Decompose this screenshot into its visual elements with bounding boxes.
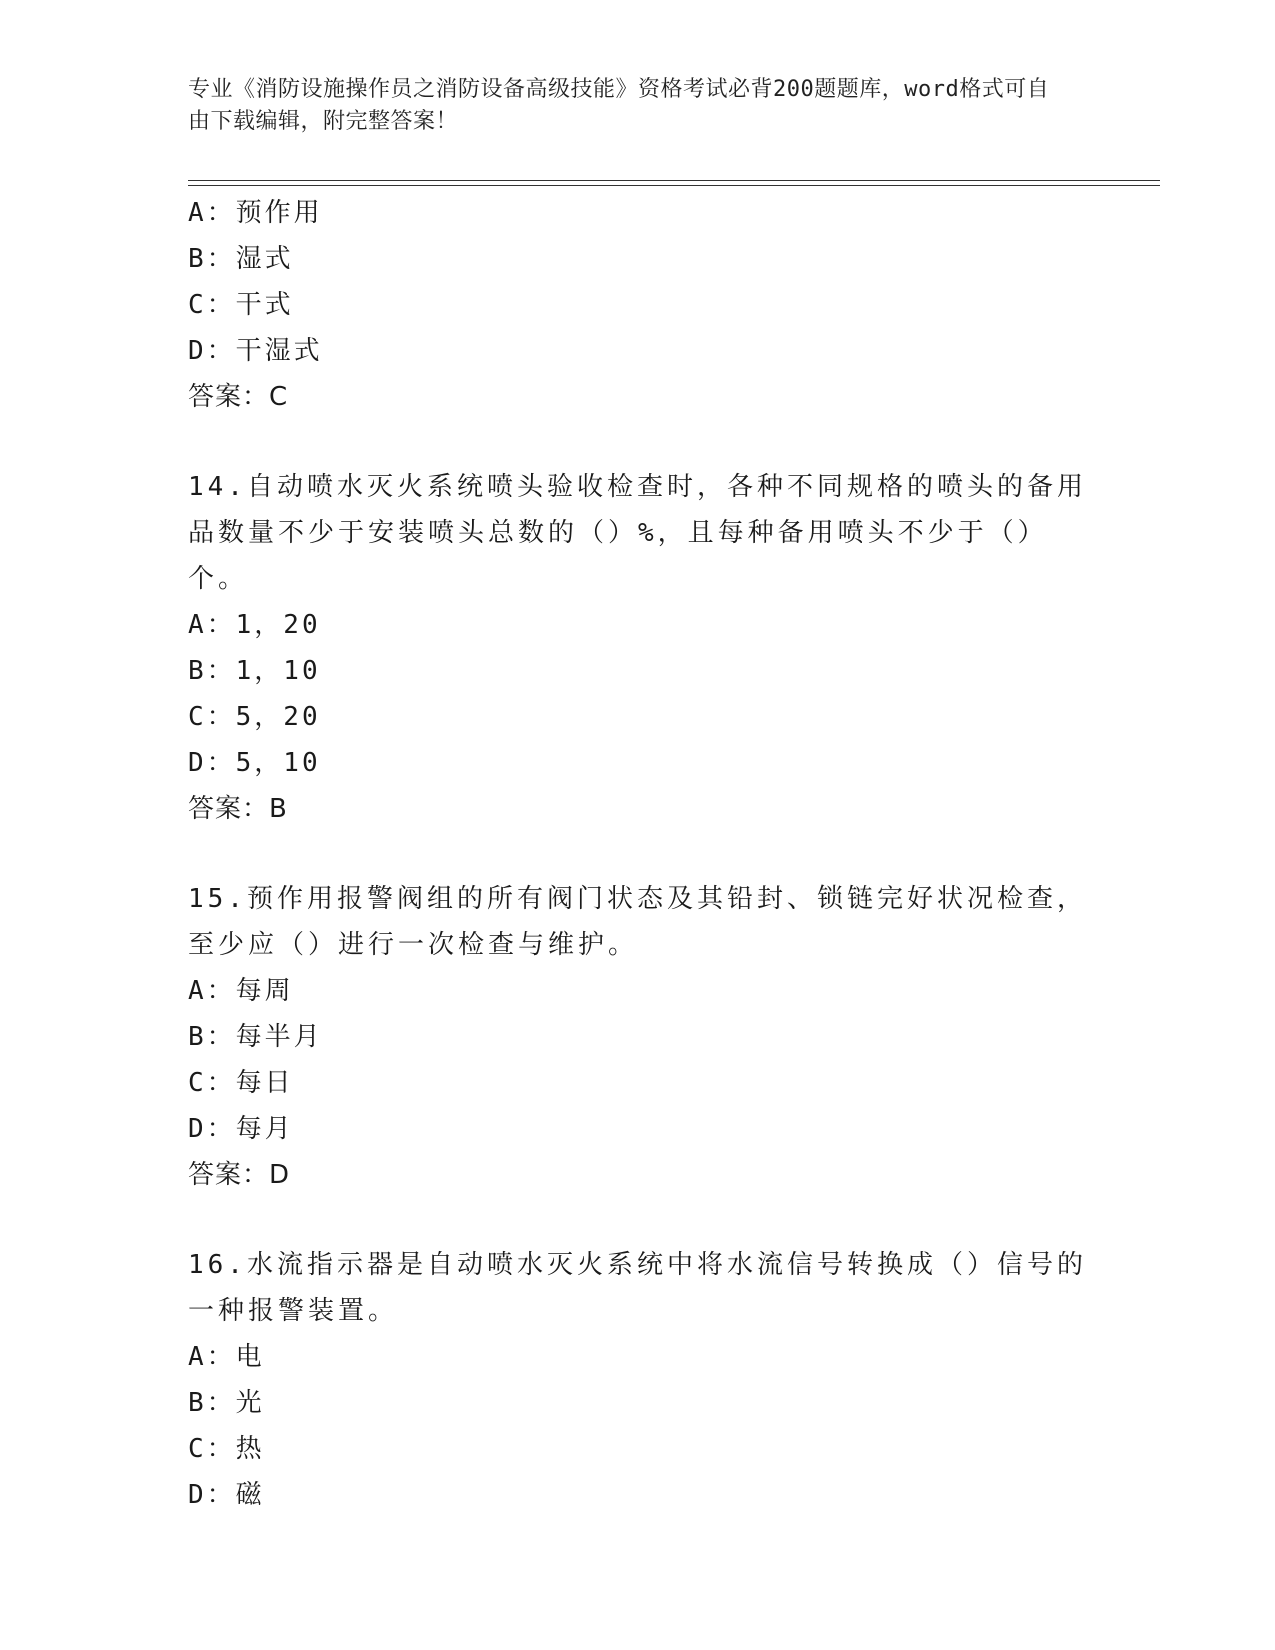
option-d: D：每月 <box>188 1114 294 1144</box>
option-b: B：每半月 <box>188 1022 323 1052</box>
question-stem: 14.自动喷水灭火系统喷头验收检查时，各种不同规格的喷头的备用品数量不少于安装喷头总数的（）%，且每种备用喷头不少于（）个。 <box>188 472 1087 594</box>
option-c: C：5，20 <box>188 702 321 732</box>
question-15 <box>188 876 1088 1198</box>
option-c: C：每日 <box>188 1068 294 1098</box>
option-a: A：1，20 <box>188 610 321 640</box>
question-14 <box>188 464 1088 832</box>
option-c: C：干式 <box>188 290 294 320</box>
option-a: A：电 <box>188 1342 265 1372</box>
option-a: A：预作用 <box>188 198 323 228</box>
option-b: B：光 <box>188 1388 265 1418</box>
document-header: 专业《消防设施操作员之消防设备高级技能》资格考试必背200题题库，word格式可自由下载编辑，附完整答案！ <box>188 77 1050 134</box>
answer: 答案：C <box>188 382 289 412</box>
option-b: B：湿式 <box>188 244 294 274</box>
question-stem: 15.预作用报警阀组的所有阀门状态及其铅封、锁链完好状况检查，至少应（）进行一次检查与维护。 <box>188 884 1087 960</box>
option-a: A：每周 <box>188 976 294 1006</box>
option-d: D：干湿式 <box>188 336 323 366</box>
question-fragment <box>188 190 1088 420</box>
option-d: D：磁 <box>188 1480 265 1510</box>
option-b: B：1，10 <box>188 656 321 686</box>
option-d: D：5，10 <box>188 748 321 778</box>
question-16 <box>188 1242 1088 1518</box>
question-stem: 16.水流指示器是自动喷水灭火系统中将水流信号转换成（）信号的一种报警装置。 <box>188 1250 1087 1326</box>
answer: 答案：D <box>188 1160 291 1190</box>
answer: 答案：B <box>188 794 288 824</box>
header-divider <box>188 180 1160 186</box>
option-c: C：热 <box>188 1434 265 1464</box>
document-body <box>188 190 1088 1518</box>
